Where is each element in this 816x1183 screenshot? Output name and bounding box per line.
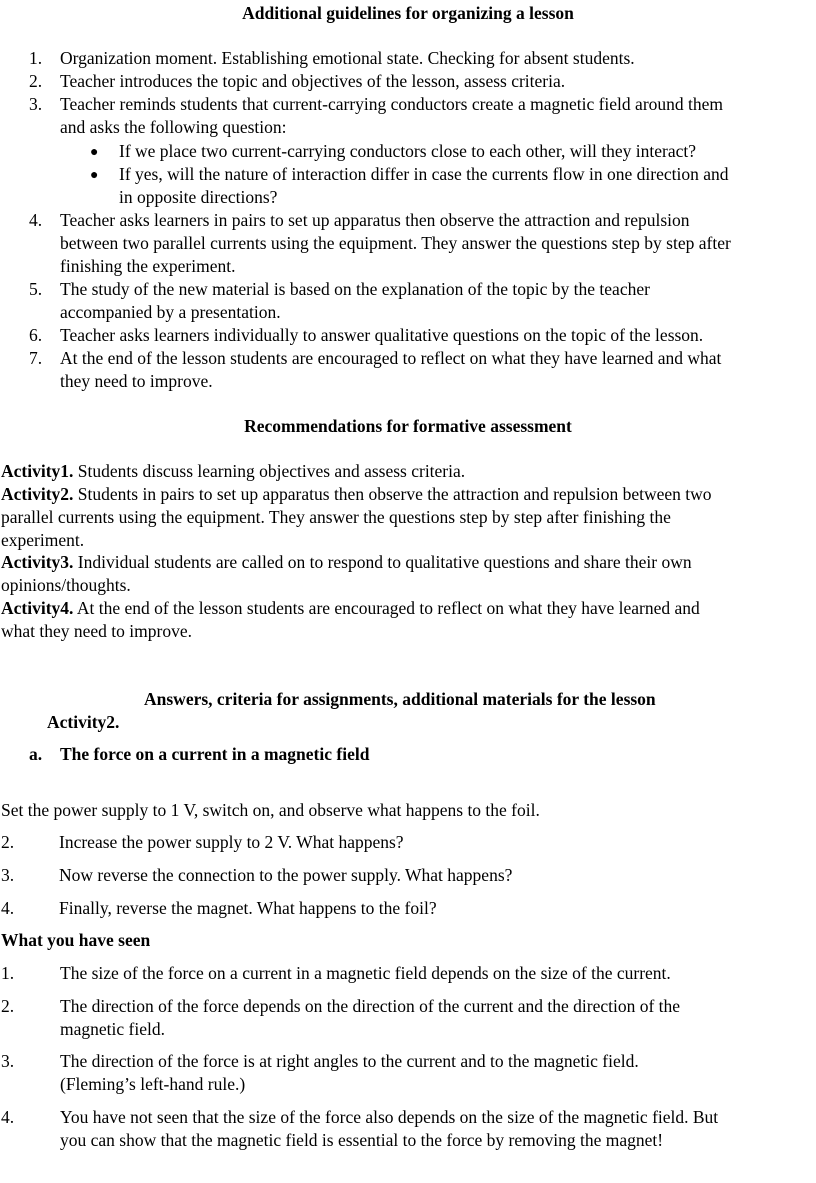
seen-text: The size of the force on a current in a magnetic field depends on the size of the current. [60,963,671,983]
activity-label: Activity2. [1,484,74,504]
seen-text: The direction of the force depends on the direction of the current and the direction of the [60,996,681,1016]
activity-text: opinions/thoughts. [1,575,131,595]
item-text: Organization moment. Establishing emotional state. Checking for absent students. [60,48,635,68]
bullet-icon: ● [90,145,99,160]
activity-text: Students in pairs to set up apparatus then observe the attraction and repulsion between two [73,484,712,504]
activity-text: what they need to improve. [1,621,192,641]
step-number: 3. [1,865,15,885]
seen-number: 3. [1,1051,15,1071]
item-text: finishing the experiment. [60,256,236,276]
subsection-title: The force on a current in a magnetic field [60,744,370,764]
seen-number: 4. [1,1107,15,1127]
formative-title: Recommendations for formative assessment [244,416,572,436]
subsection-letter: a. [29,744,43,764]
step-1: Set the power supply to 1 V, switch on, and observe what happens to the foil. [1,800,540,820]
activity-text: parallel currents using the equipment. They answer the questions step by step after finishing the [1,507,671,527]
item-number: 3. [29,94,43,114]
item-number: 1. [29,48,43,68]
item-number: 5. [29,279,43,299]
seen-title: What you have seen [1,930,151,950]
step-text: Finally, reverse the magnet. What happens to the foil? [59,898,437,918]
item-text: Teacher introduces the topic and objectives of the lesson, assess criteria. [60,71,566,91]
bullet-text: If yes, will the nature of interaction differ in case the currents flow in one direction and [119,164,729,184]
item-number: 6. [29,325,43,345]
step-number: 4. [1,898,15,918]
seen-text: You have not seen that the size of the force also depends on the size of the magnetic field. But [60,1107,719,1127]
activity-label: Activity4. [1,598,74,618]
seen-text: you can show that the magnetic field is essential to the force by removing the magnet! [60,1130,664,1150]
item-text: At the end of the lesson students are encouraged to reflect on what they have learned and what [60,348,722,368]
item-text: accompanied by a presentation. [60,302,281,322]
seen-text: The direction of the force is at right angles to the current and to the magnetic field. [60,1051,639,1071]
seen-text: (Fleming’s left-hand rule.) [60,1074,246,1094]
item-number: 7. [29,348,43,368]
step-text: Increase the power supply to 2 V. What happens? [59,832,404,852]
bullet-text: If we place two current-carrying conductors close to each other, will they interact? [119,141,697,161]
step-number: 2. [1,832,15,852]
seen-number: 1. [1,963,15,983]
activity-label: Activity3. [1,552,74,572]
bullet-text: in opposite directions? [119,187,278,207]
item-number: 4. [29,210,43,230]
item-text: The study of the new material is based on the explanation of the topic by the teacher [60,279,650,299]
item-text: Teacher asks learners in pairs to set up apparatus then observe the attraction and repulsion [60,210,690,230]
activity-text: experiment. [1,530,85,550]
answers-title: Answers, criteria for assignments, additional materials for the lesson [144,689,656,709]
activity-text: Individual students are called on to respond to qualitative questions and share their own [73,552,692,572]
item-text: Teacher reminds students that current-carrying conductors create a magnetic field around them [60,94,724,114]
step-text: Now reverse the connection to the power supply. What happens? [59,865,513,885]
seen-text: magnetic field. [60,1019,165,1039]
seen-number: 2. [1,996,15,1016]
item-number: 2. [29,71,43,91]
guidelines-title: Additional guidelines for organizing a lesson [242,3,574,23]
activity-1 [1,460,465,483]
item-text: Teacher asks learners individually to answer qualitative questions on the topic of the lesson. [60,325,704,345]
activity-text: At the end of the lesson students are encouraged to reflect on what they have learned and [73,598,700,618]
activity-text: Students discuss learning objectives and assess criteria. [73,461,466,481]
activity-label: Activity1. [1,461,74,481]
answers-activity-label: Activity2. [47,712,120,732]
item-text: they need to improve. [60,371,213,391]
bullet-icon: ● [90,168,99,183]
item-text: and asks the following question: [60,117,287,137]
item-text: between two parallel currents using the equipment. They answer the questions step by step after [60,233,731,253]
